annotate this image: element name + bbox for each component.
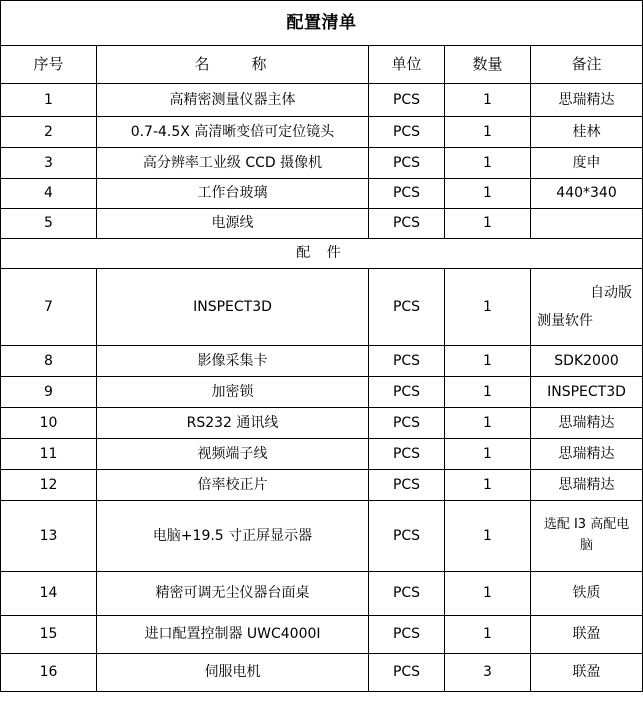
table-row <box>1 84 643 117</box>
header-qty: 数量 <box>445 46 531 84</box>
cell-name: 电源线 <box>97 209 369 239</box>
cell-note: 思瑞精达 <box>531 470 643 501</box>
cell-name: 伺服电机 <box>97 654 369 692</box>
cell-unit: PCS <box>369 269 445 346</box>
cell-name: 高分辨率工业级 CCD 摄像机 <box>97 148 369 179</box>
cell-unit: PCS <box>369 654 445 692</box>
cell-qty: 1 <box>445 616 531 654</box>
cell-name: INSPECT3D <box>97 269 369 346</box>
table-row <box>1 148 643 179</box>
cell-unit: PCS <box>369 209 445 239</box>
cell-note: 440*340 <box>531 179 643 209</box>
cell-qty: 1 <box>445 501 531 572</box>
cell-name: 进口配置控制器 UWC4000I <box>97 616 369 654</box>
cell-no: 7 <box>1 269 97 346</box>
cell-no: 13 <box>1 501 97 572</box>
table-row <box>1 377 643 408</box>
cell-note: 铁质 <box>531 572 643 616</box>
cell-qty: 1 <box>445 209 531 239</box>
cell-qty: 1 <box>445 470 531 501</box>
header-row <box>1 46 643 84</box>
cell-note: 联盈 <box>531 616 643 654</box>
cell-note <box>531 209 643 239</box>
cell-name: 电脑+19.5 寸正屏显示器 <box>97 501 369 572</box>
table-row <box>1 439 643 470</box>
header-unit: 单位 <box>369 46 445 84</box>
note-line-2: 测量软件 <box>537 313 593 329</box>
cell-qty: 1 <box>445 408 531 439</box>
table-row <box>1 209 643 239</box>
cell-no: 3 <box>1 148 97 179</box>
cell-unit: PCS <box>369 572 445 616</box>
header-name: 名 称 <box>97 46 369 84</box>
cell-unit: PCS <box>369 408 445 439</box>
cell-name: 精密可调无尘仪器台面桌 <box>97 572 369 616</box>
cell-unit: PCS <box>369 501 445 572</box>
section-label: 配 件 <box>1 239 643 269</box>
cell-qty: 3 <box>445 654 531 692</box>
cell-no: 10 <box>1 408 97 439</box>
table-row <box>1 654 643 692</box>
cell-note: 度申 <box>531 148 643 179</box>
cell-note: 桂林 <box>531 117 643 148</box>
cell-name: 工作台玻璃 <box>97 179 369 209</box>
table-row <box>1 470 643 501</box>
cell-unit: PCS <box>369 616 445 654</box>
cell-note: 思瑞精达 <box>531 439 643 470</box>
cell-no: 14 <box>1 572 97 616</box>
cell-name: 影像采集卡 <box>97 346 369 377</box>
note-line-1: 自动版 <box>590 284 633 301</box>
cell-unit: PCS <box>369 470 445 501</box>
table-row <box>1 501 643 572</box>
cell-no: 12 <box>1 470 97 501</box>
cell-name: 加密锁 <box>97 377 369 408</box>
cell-qty: 1 <box>445 377 531 408</box>
note-line-2: 脑 <box>580 538 594 553</box>
cell-qty: 1 <box>445 439 531 470</box>
cell-unit: PCS <box>369 148 445 179</box>
cell-qty: 1 <box>445 179 531 209</box>
tail-items <box>1 572 643 692</box>
cell-note: 思瑞精达 <box>531 84 643 117</box>
table-row <box>1 572 643 616</box>
cell-name: 高精密测量仪器主体 <box>97 84 369 117</box>
cell-qty: 1 <box>445 148 531 179</box>
cell-qty: 1 <box>445 572 531 616</box>
cell-unit: PCS <box>369 84 445 117</box>
table-row <box>1 269 643 346</box>
cell-name: 0.7-4.5X 高清晰变倍可定位镜头 <box>97 117 369 148</box>
cell-no: 9 <box>1 377 97 408</box>
header-note: 备注 <box>531 46 643 84</box>
cell-note <box>531 269 643 346</box>
cell-no: 1 <box>1 84 97 117</box>
cell-note: 联盈 <box>531 654 643 692</box>
cell-unit: PCS <box>369 439 445 470</box>
cell-no: 2 <box>1 117 97 148</box>
cell-no: 11 <box>1 439 97 470</box>
cell-unit: PCS <box>369 377 445 408</box>
accessory-items <box>1 346 643 501</box>
title-row <box>1 1 643 46</box>
cell-no: 16 <box>1 654 97 692</box>
cell-name: RS232 通讯线 <box>97 408 369 439</box>
table-row <box>1 408 643 439</box>
table-row <box>1 117 643 148</box>
cell-unit: PCS <box>369 117 445 148</box>
header-no: 序号 <box>1 46 97 84</box>
cell-no: 15 <box>1 616 97 654</box>
cell-note: SDK2000 <box>531 346 643 377</box>
main-items <box>1 84 643 239</box>
table-row <box>1 346 643 377</box>
cell-note <box>531 501 643 572</box>
cell-qty: 1 <box>445 117 531 148</box>
cell-note: INSPECT3D <box>531 377 643 408</box>
cell-no: 5 <box>1 209 97 239</box>
cell-qty: 1 <box>445 269 531 346</box>
cell-qty: 1 <box>445 84 531 117</box>
section-row <box>1 239 643 269</box>
cell-unit: PCS <box>369 346 445 377</box>
cell-no: 4 <box>1 179 97 209</box>
note-line-1: 选配 I3 高配电 <box>543 517 630 533</box>
cell-unit: PCS <box>369 179 445 209</box>
cell-qty: 1 <box>445 346 531 377</box>
table-row <box>1 616 643 654</box>
cell-name: 倍率校正片 <box>97 470 369 501</box>
cell-no: 8 <box>1 346 97 377</box>
cell-name: 视频端子线 <box>97 439 369 470</box>
table-title: 配置清单 <box>1 1 643 46</box>
cell-note: 思瑞精达 <box>531 408 643 439</box>
table-row <box>1 179 643 209</box>
